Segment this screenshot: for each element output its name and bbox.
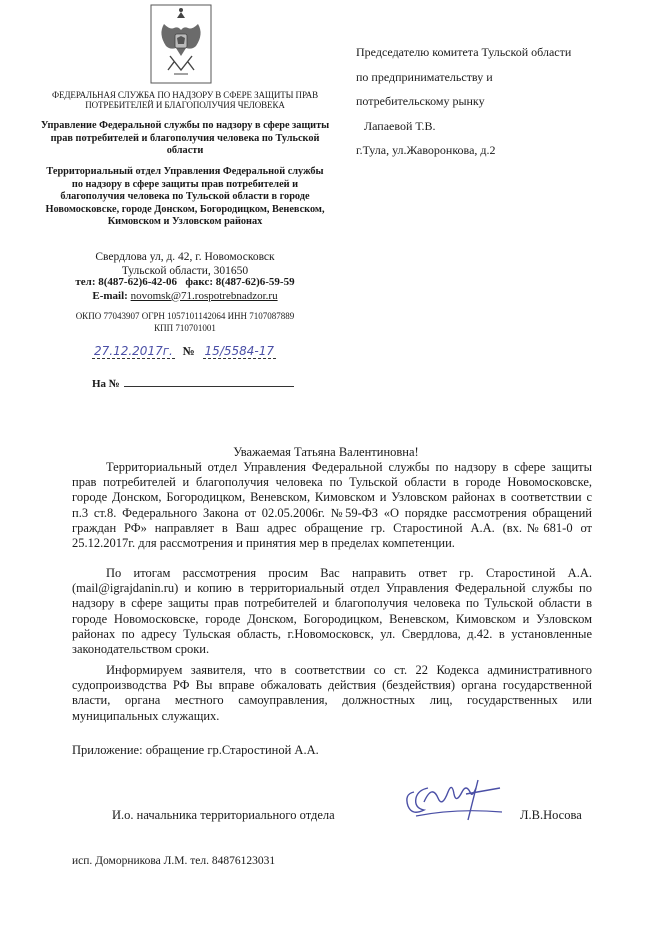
territorial-office-name: Территориальный отдел Управления Федеральной службы по надзору в сфере защиты прав потребителей и благополучия человека по Тульской области в городе Новомосковске, городе Донском, Богородицком, Веневском, Кимовском и Узловском районах — [45, 166, 325, 227]
recipient-line: потребительскому рынку — [356, 94, 485, 108]
codes-line: КПП 710701001 — [154, 323, 216, 333]
phone-number: тел: 8(487-62)6-42-06 — [75, 276, 178, 288]
recipient-line: по предпринимательству и — [356, 69, 493, 84]
outgoing-number: 15/5584-17 — [204, 344, 274, 358]
body-paragraph: Информируем заявителя, что в соответствии со ст. 22 Кодекса административного судопроизводства РФ Вы вправе обжаловать действия (бездействия) органа государственной власти, органа местного самоуправления, должностных лиц, государственных или муниципальных служащих. — [72, 663, 592, 723]
reply-to-label: На № — [92, 378, 120, 390]
department-name: Управление Федеральной службы по надзору в сфере защиты прав потребителей и благополучия человека по Тульской области — [40, 120, 330, 156]
recipient-name: Лапаевой Т.В. — [364, 118, 436, 133]
codes-line: ОКПО 77043907 ОГРН 1057101142064 ИНН 7107087889 — [75, 311, 295, 321]
recipient-address: г.Тула, ул.Жаворонкова, д.2 — [356, 143, 496, 157]
signatory-name: Л.В.Носова — [520, 808, 582, 822]
number-sign: № — [182, 344, 195, 358]
outgoing-date-number — [92, 344, 322, 359]
signatory-title: И.о. начальника территориального отдела — [112, 808, 335, 822]
attachment-note: Приложение: обращение гр.Старостиной А.А. — [72, 743, 319, 757]
reply-to-blank — [124, 376, 294, 387]
registration-codes — [40, 310, 330, 334]
recipient-line: Председателю комитета Тульской области — [356, 45, 572, 59]
email-label: E-mail: — [92, 289, 128, 302]
handwritten-signature — [396, 772, 514, 828]
email-link[interactable]: novomsk@71.rospotrebnadzor.ru — [130, 289, 278, 302]
executor-info: исп. Доморникова Л.М. тел. 84876123031 — [72, 855, 276, 867]
salutation: Уважаемая Татьяна Валентиновна! — [233, 445, 419, 459]
address-line: Тульской области, 301650 — [121, 264, 249, 277]
body-paragraph: По итогам рассмотрения просим Вас направить ответ гр. Старостиной А.А. (mail@igrajdanin.ru) и копию в территориальный отдел Управления Федеральной службы по надзору в сфере защиты прав потребителей и благополучия человека по Тульской области в городе Новомосковске, городе Донском, Богородицком, Веневском, Кимовском и Узловском районах по адресу Тульская область, г.Новомосковск, ул. Свердлова, д.42. в установленные законодательством сроки. — [72, 566, 592, 657]
address-line: Свердлова ул, д. 42, г. Новомосковск — [95, 251, 275, 263]
reply-to-field — [92, 376, 294, 390]
agency-name: ФЕДЕРАЛЬНАЯ СЛУЖБА ПО НАДЗОРУ В СФЕРЕ ЗАЩИТЫ ПРАВ ПОТРЕБИТЕЛЕЙ И БЛАГОПОЛУЧИЯ ЧЕЛОВЕКА — [51, 90, 319, 110]
sender-address — [40, 251, 330, 278]
outgoing-date: 27.12.2017г. — [94, 344, 173, 358]
contact-info — [40, 276, 330, 303]
fax-number: факс: 8(487-62)6-59-59 — [185, 276, 295, 288]
coat-of-arms-emblem — [150, 4, 212, 84]
recipient-block — [356, 40, 646, 163]
body-paragraph: Территориальный отдел Управления Федеральной службы по надзору в сфере защиты прав потребителей и благополучия человека по Тульской области в городе Новомосковске, городе Донском, Богородицком, Веневском, Кимовском и Узловском районах в соответствии с п.3 ст.8. Федерального Закона от 02.05.2006г. №59-ФЗ «О порядке рассмотрения обращений граждан РФ» направляет в Ваш адрес обращение гр. Старостиной А.А. (вх.№681-0 от 25.12.2017г. для рассмотрения и принятия мер в пределах компетенции. — [72, 460, 592, 551]
